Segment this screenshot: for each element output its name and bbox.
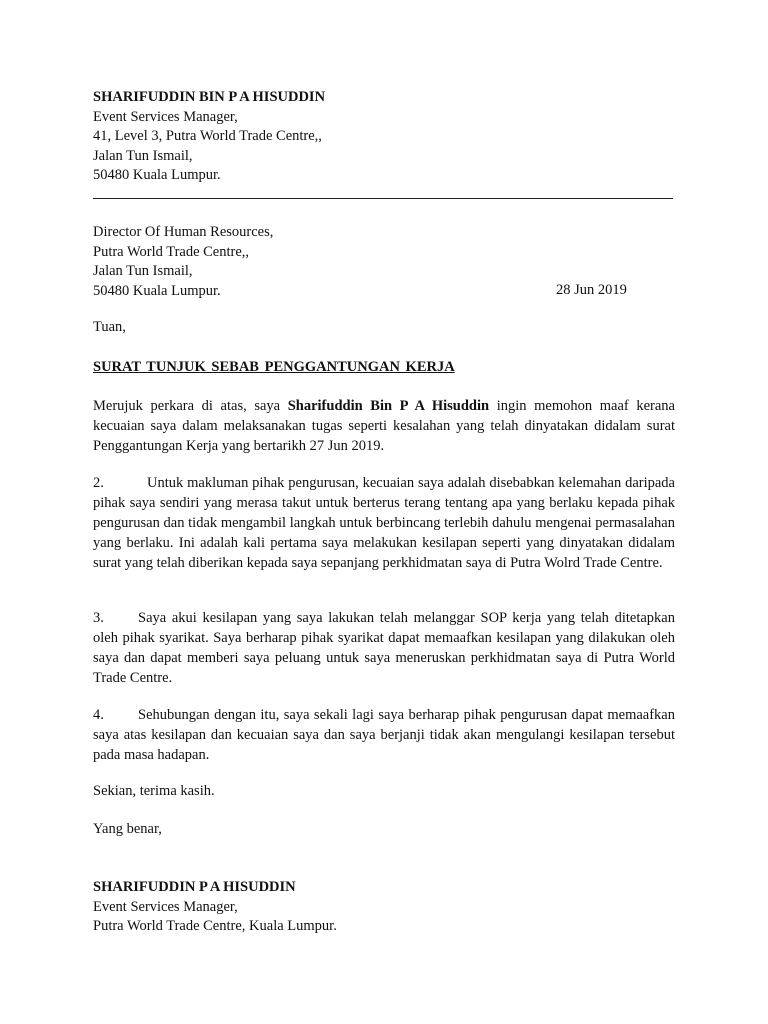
- recipient-address-line: 50480 Kuala Lumpur.: [93, 282, 221, 299]
- paragraph-2-number: 2.: [93, 475, 104, 491]
- recipient-title: Director Of Human Resources,: [93, 224, 274, 240]
- signature-block: [93, 878, 675, 937]
- paragraph-3-text: Saya akui kesilapan yang saya lakukan telah melanggar SOP kerja yang telah ditetapkan oleh pihak syarikat. Saya berharap pihak syarikat dapat memaafkan kesilapan yang dilakukan oleh saya dan dapat memberi saya peluang untuk saya meneruskan perkhidmatan saya di Putra World Trade Centre.: [93, 610, 675, 686]
- sender-name: SHARIFUDDIN BIN P A HISUDDIN: [93, 89, 326, 105]
- paragraph-4-number: 4.: [93, 707, 104, 723]
- salutation: [93, 318, 675, 338]
- paragraph-3-number: 3.: [93, 610, 104, 626]
- signature-name: SHARIFUDDIN P A HISUDDIN: [93, 879, 296, 895]
- paragraph-1: [93, 396, 675, 456]
- paragraph-4-text: Sehubungan dengan itu, saya sekali lagi saya berharap pihak pengurusan dapat memaafkan saya atas kesilapan dan kecuaian saya dan saya berjanji tidak akan mengulangi kesilapan tersebut pada masa hadapan.: [93, 707, 675, 763]
- signoff: [93, 820, 675, 840]
- header-divider: [93, 198, 673, 199]
- recipient-address-line: Putra World Trade Centre,,: [93, 243, 250, 260]
- salutation-text: Tuan,: [93, 319, 126, 335]
- letter-date: 28 Jun 2019: [556, 282, 627, 298]
- subject-line: [93, 358, 675, 378]
- paragraph-1-rest: ingin memohon maaf kerana kecuaian saya dalam melaksanakan tugas seperti kesalahan yang telah dinyatakan didalam surat Penggantungan Kerja yang bertarikh 27 Jun 2019.: [93, 398, 675, 454]
- closing-text: Sekian, terima kasih.: [93, 783, 215, 799]
- subject-text: SURAT TUNJUK SEBAB PENGGANTUNGAN KERJA: [93, 359, 455, 375]
- signoff-text: Yang benar,: [93, 821, 162, 837]
- sender-block: [93, 88, 675, 186]
- sender-address-line: Jalan Tun Ismail,: [93, 147, 193, 164]
- sender-address-line: 41, Level 3, Putra World Trade Centre,,: [93, 128, 322, 144]
- closing: [93, 782, 675, 802]
- paragraph-1-name: Sharifuddin Bin P A Hisuddin: [287, 398, 490, 414]
- sender-title: Event Services Manager,: [93, 108, 238, 125]
- paragraph-2-text: Untuk makluman pihak pengurusan, kecuaian saya adalah disebabkan kelemahan daripada pihak saya sendiri yang merasa takut untuk berterus terang tentang apa yang berlaku kepada pihak pengurusan dan tidak mengambil langkah untuk berbincang terlebih dahulu mengenai permasalahan yang berlaku. Ini adalah kali pertama saya melakukan kesilapan seperti yang dinyatakan didalam surat yang telah diberikan kepada saya sepanjang perkhidmatan saya di Putra Wolrd Trade Centre.: [93, 475, 675, 571]
- signature-location: Putra World Trade Centre, Kuala Lumpur.: [93, 918, 337, 934]
- sender-address-line: 50480 Kuala Lumpur.: [93, 167, 221, 183]
- paragraph-4: [93, 705, 675, 765]
- paragraph-1-lead: Merujuk perkara di atas, saya: [93, 398, 288, 414]
- paragraph-2: [93, 473, 675, 573]
- paragraph-3: [93, 608, 675, 688]
- signature-title: Event Services Manager,: [93, 898, 238, 915]
- recipient-address-line: Jalan Tun Ismail,: [93, 263, 193, 279]
